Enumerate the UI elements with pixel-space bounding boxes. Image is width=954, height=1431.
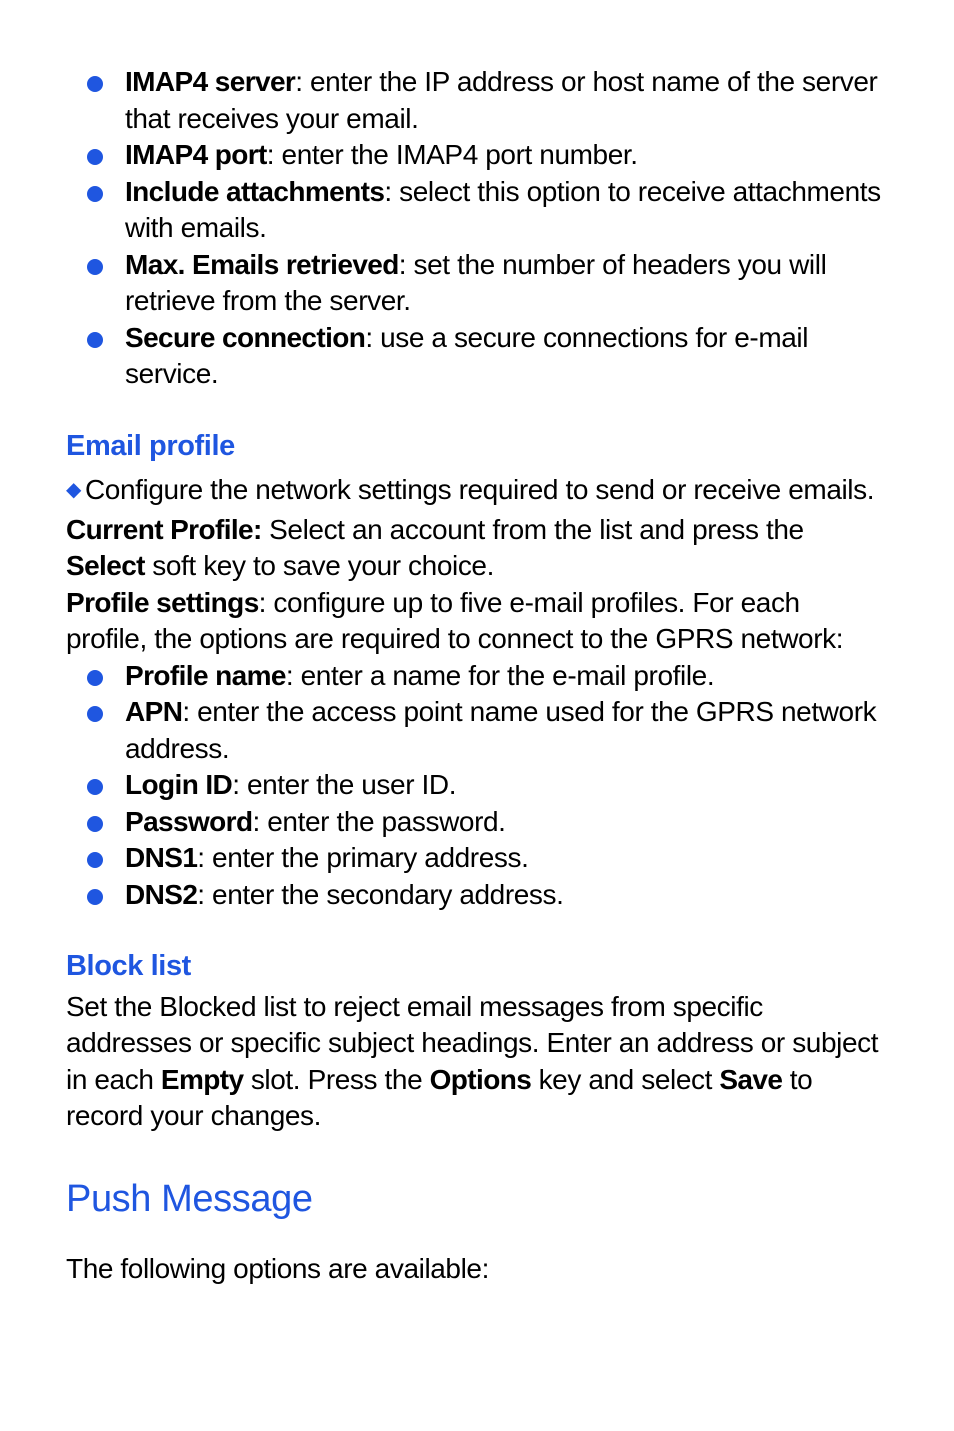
term: Login ID xyxy=(125,769,233,800)
list-item xyxy=(66,840,886,877)
profile-settings-paragraph xyxy=(66,585,886,658)
push-message-title: Push Message xyxy=(66,1177,313,1220)
bullet-dot-icon xyxy=(87,186,103,202)
bullet-dot-icon xyxy=(87,779,103,795)
term: Include attachments xyxy=(125,175,385,207)
list-item xyxy=(66,694,886,767)
block-list-text: key and select xyxy=(531,1063,720,1095)
bullet-dot-icon xyxy=(87,76,103,92)
term-description: : enter the IMAP4 port number. xyxy=(266,139,638,170)
current-profile-paragraph xyxy=(66,512,886,585)
block-list-heading: Block list xyxy=(66,950,191,982)
current-profile-text-end: soft key to save your choice. xyxy=(144,550,494,581)
term-description: : enter the password. xyxy=(252,805,506,837)
save-term: Save xyxy=(719,1063,783,1095)
term-description: : enter the primary address. xyxy=(197,842,529,873)
block-list-text: slot. Press the xyxy=(243,1063,430,1095)
term-description: : enter the access point name used for the GPRS network address. xyxy=(125,696,877,764)
term-description: : enter the IP address or host name of the server that receives your email. xyxy=(125,66,878,134)
list-item xyxy=(66,658,886,695)
term: Max. Emails retrieved xyxy=(125,248,399,280)
push-message-intro: The following options are available: xyxy=(66,1252,489,1284)
term: IMAP4 port xyxy=(125,139,267,170)
select-key-term: Select xyxy=(66,550,145,581)
bullet-dot-icon xyxy=(87,332,103,348)
profile-settings-list xyxy=(66,658,886,914)
block-list-text: to record your changes. xyxy=(66,1063,813,1131)
term-description: : set the number of headers you will retrieve from the server. xyxy=(125,248,827,316)
profile-settings-term: Profile settings xyxy=(66,586,259,618)
term: Profile name xyxy=(125,659,286,691)
term: IMAP4 server xyxy=(125,66,296,97)
email-profile-heading: Email profile xyxy=(66,429,235,462)
term: DNS2 xyxy=(125,878,198,910)
profile-settings-text: : configure up to five e-mail profiles. For each profile, the options are required to connect to the GPRS network: xyxy=(66,586,844,654)
bullet-dot-icon xyxy=(87,670,103,686)
block-list-paragraph xyxy=(66,989,886,1135)
list-item xyxy=(66,137,886,174)
options-term: Options xyxy=(429,1063,532,1095)
bullet-dot-icon xyxy=(87,816,103,832)
current-profile-term: Current Profile: xyxy=(66,513,262,545)
current-profile-text: Select an account from the list and press the xyxy=(261,513,804,545)
diamond-icon: ◆ xyxy=(66,479,81,501)
list-item xyxy=(66,877,886,914)
bullet-dot-icon xyxy=(87,149,103,165)
term-description: : enter a name for the e-mail profile. xyxy=(285,659,715,691)
list-item xyxy=(66,804,886,841)
empty-term: Empty xyxy=(160,1063,244,1095)
imap-settings-list xyxy=(66,64,886,393)
list-item xyxy=(66,247,886,320)
term: Password xyxy=(125,805,253,837)
term: Secure connection xyxy=(125,321,366,353)
list-item xyxy=(66,320,886,393)
term-description: : select this option to receive attachments with emails. xyxy=(125,175,881,243)
term-description: : use a secure connections for e-mail service. xyxy=(125,321,809,389)
email-profile-intro xyxy=(66,472,886,512)
document-page xyxy=(66,64,886,1287)
block-list-text: Set the Blocked list to reject email messages from specific addresses or specific subject headings. Enter an address or subject in each xyxy=(66,990,879,1095)
term-description: : enter the secondary address. xyxy=(197,878,564,910)
term: DNS1 xyxy=(125,842,198,873)
list-item xyxy=(66,174,886,247)
bullet-dot-icon xyxy=(87,259,103,275)
bullet-dot-icon xyxy=(87,706,103,722)
term-description: : enter the user ID. xyxy=(232,769,457,800)
term: APN xyxy=(125,696,183,727)
bullet-dot-icon xyxy=(87,852,103,868)
list-item xyxy=(66,767,886,804)
list-item xyxy=(66,64,886,137)
email-profile-intro-text: Configure the network settings required to send or receive emails. xyxy=(84,474,875,505)
bullet-dot-icon xyxy=(87,889,103,905)
